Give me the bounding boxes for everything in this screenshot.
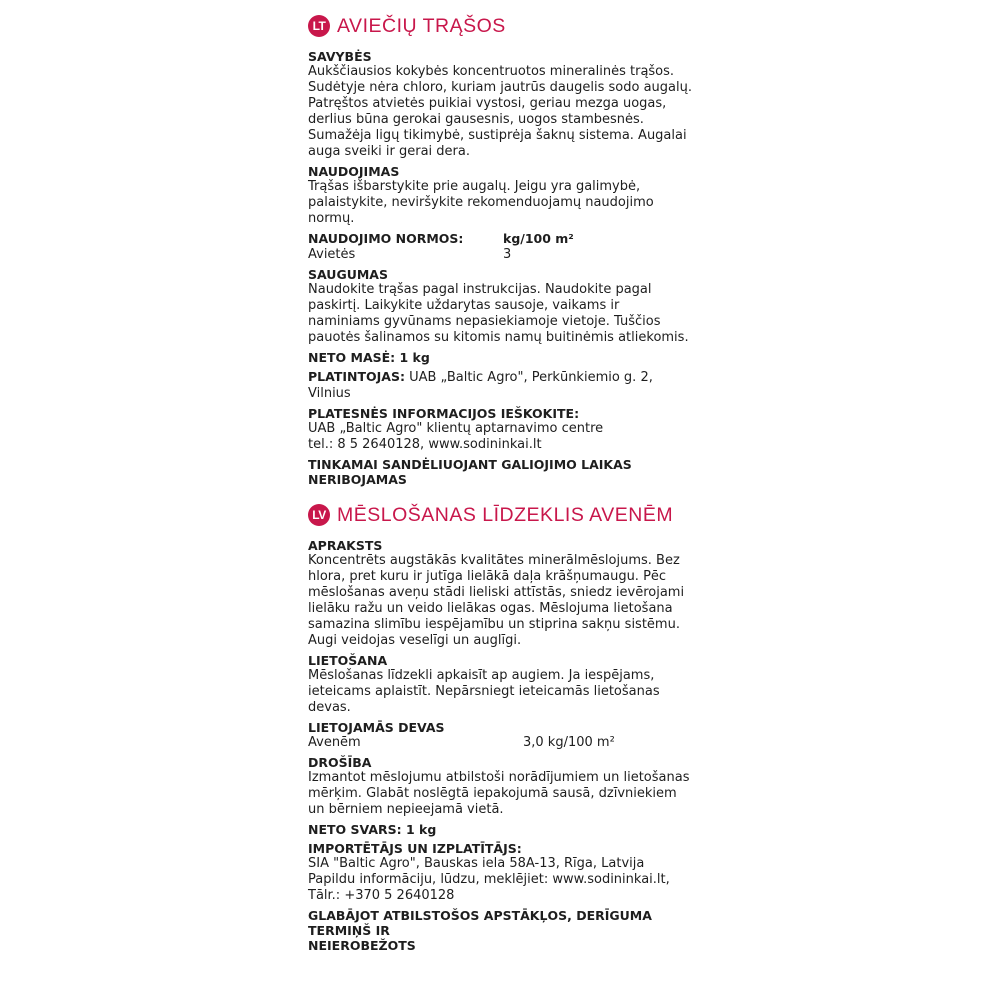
lv-lietosana-line: ieteicams aplaistīt. Nepārsniegt ieteicamās lietošanas — [308, 684, 660, 699]
lt-language-badge: LT — [308, 15, 330, 37]
lt-saugumas-section — [308, 267, 708, 346]
lt-platintojas-address: UAB „Baltic Agro", Perkūnkiemio g. 2, — [404, 370, 653, 385]
lt-savybes-line: Patręštos atvietės puikiai vystosi, geriau mezga uogas, — [308, 96, 667, 111]
lt-naudojimas-line: normų. — [308, 211, 355, 226]
lt-storage-line: TINKAMAI SANDĖLIUOJANT GALIOJIMO LAIKAS — [308, 457, 632, 472]
lt-saugumas-line: paskirtį. Laikykite uždarytas sausoje, vaikams ir — [308, 298, 620, 313]
lt-info-line: UAB „Baltic Agro" klientų aptarnavimo centre — [308, 421, 604, 436]
lt-normos-crop: Avietės — [308, 247, 356, 262]
lt-saugumas-line: Naudokite trąšas pagal instrukcijas. Naudokite pagal — [308, 282, 652, 297]
lv-importetajs-section — [308, 841, 708, 904]
lt-naudojimas-line: Trąšas išbarstykite prie augalų. Jeigu yra galimybė, — [308, 179, 641, 194]
lt-normos-header-row — [308, 231, 708, 247]
lt-platintojas-section — [308, 369, 708, 402]
lt-savybes-line: auga sveiki ir gerai dera. — [308, 144, 470, 159]
lv-lietosana-line: Mēslošanas līdzekli apkaisīt ap augiem. Ja iespējams, — [308, 668, 655, 683]
lv-apraksts-section — [308, 538, 708, 649]
lt-platintojas-line — [308, 369, 708, 386]
lv-storage-section — [308, 908, 708, 953]
lv-devas-row — [308, 735, 708, 751]
lv-apraksts-line: Koncentrēts augstākās kvalitātes minerālmēslojums. Bez — [308, 553, 680, 568]
lv-drosiba-section — [308, 755, 708, 818]
lv-apraksts-line: Augi veidojas veselīgi un auglīgi. — [308, 633, 522, 648]
lt-naudojimas-title: NAUDOJIMAS — [308, 164, 400, 179]
lt-header — [308, 12, 708, 40]
lv-lietosana-section — [308, 653, 708, 716]
lt-info-title: PLATESNĖS INFORMACIJOS IEŠKOKITE: — [308, 406, 580, 421]
lt-normos-title: NAUDOJIMO NORMOS: — [308, 231, 464, 246]
lt-saugumas-line: pauotės šalinamos su kitomis namų buitinėmis atliekomis. — [308, 330, 689, 345]
lv-devas-title: LIETOJAMĀS DEVAS — [308, 720, 445, 735]
lv-drosiba-line: Izmantot mēslojumu atbilstoši norādījumiem un lietošanas — [308, 770, 690, 785]
lv-apraksts-line: mēslošanas aveņu stādi lieliski attīstās, sniedz ievērojami — [308, 585, 685, 600]
lt-neto-mass: NETO MASĖ: 1 kg — [308, 350, 430, 365]
lt-naudojimas-section — [308, 164, 708, 227]
lt-savybes-section — [308, 49, 708, 160]
lt-storage-line: NERIBOJAMAS — [308, 472, 407, 487]
lt-storage-section — [308, 457, 708, 487]
lt-platintojas-city: Vilnius — [308, 386, 351, 401]
lv-apraksts-line: samazina slimību iespējamību un stiprina sakņu sistēmu. — [308, 617, 680, 632]
lv-apraksts-title: APRAKSTS — [308, 538, 383, 553]
lv-neto-section — [308, 822, 708, 837]
lt-saugumas-title: SAUGUMAS — [308, 267, 388, 282]
lt-savybes-line: derlius būna gerokai gausesnis, uogos stambesnės. — [308, 112, 644, 127]
lt-savybes-line: Sudėtyje nėra chloro, kuriam jautrūs daugelis sodo augalų. — [308, 80, 692, 95]
lt-normos-value: 3 — [503, 247, 512, 262]
lv-neto-weight: NETO SVARS: 1 kg — [308, 822, 437, 837]
lv-drosiba-line: mērķim. Glabāt noslēgtā iepakojumā sausā, dzīvniekiem — [308, 786, 677, 801]
lv-storage-line: GLABĀJOT ATBILSTOŠOS APSTĀKĻOS, DERĪGUMA TERMIŅŠ IR — [308, 908, 652, 938]
lt-title: AVIEČIŲ TRĄŠOS — [337, 14, 506, 37]
lv-title: MĒSLOŠANAS LĪDZEKLIS AVENĒM — [337, 503, 674, 526]
lt-normos-unit: kg/100 m² — [503, 231, 574, 246]
lv-importetajs-line: SIA "Baltic Agro", Bauskas iela 58A-13, Rīga, Latvija — [308, 856, 645, 871]
lt-platintojas-label: PLATINTOJAS: — [308, 369, 405, 384]
lv-lietosana-line: devas. — [308, 700, 351, 715]
lv-drosiba-line: un bērniem nepieejamā vietā. — [308, 802, 504, 817]
label-document — [308, 12, 708, 957]
lv-importetajs-title: IMPORTĒTĀJS UN IZPLATĪTĀJS: — [308, 841, 522, 856]
lv-lietosana-title: LIETOŠANA — [308, 653, 388, 668]
lt-naudojimas-line: palaistykite, neviršykite rekomenduojamų naudojimo — [308, 195, 654, 210]
lv-storage-line: NEIEROBEŽOTS — [308, 938, 416, 953]
lt-savybes-line: Sumažėja ligų tikimybė, sustiprėja šaknų sistema. Augalai — [308, 128, 687, 143]
lv-language-badge: LV — [308, 504, 330, 526]
lt-saugumas-line: naminiams gyvūnams nepasiekiamoje vietoje. Tuščios — [308, 314, 661, 329]
lt-normos-row — [308, 247, 708, 263]
lv-importetajs-line: Papildu informāciju, lūdzu, meklējiet: www.sodininkai.lt, — [308, 872, 670, 887]
lv-devas-crop: Avenēm — [308, 735, 361, 750]
lv-header — [308, 501, 708, 529]
lv-apraksts-line: lielāku ražu un veido lielākas ogas. Mēslojuma lietošana — [308, 601, 673, 616]
lt-normos-section — [308, 231, 708, 263]
lv-importetajs-line: Tālr.: +370 5 2640128 — [308, 888, 455, 903]
lt-info-section — [308, 406, 708, 453]
lt-info-line: tel.: 8 5 2640128, www.sodininkai.lt — [308, 437, 542, 452]
lv-apraksts-line: hlora, pret kuru ir jutīga lielākā daļa krāšņumaugu. Pēc — [308, 569, 667, 584]
lv-devas-section — [308, 720, 708, 751]
lv-devas-value: 3,0 kg/100 m² — [523, 735, 615, 750]
lt-savybes-title: SAVYBĖS — [308, 49, 372, 64]
lt-savybes-line: Aukščiausios kokybės koncentruotos mineralinės trąšos. — [308, 64, 675, 79]
lv-drosiba-title: DROŠĪBA — [308, 755, 372, 770]
lt-neto-section — [308, 350, 708, 365]
